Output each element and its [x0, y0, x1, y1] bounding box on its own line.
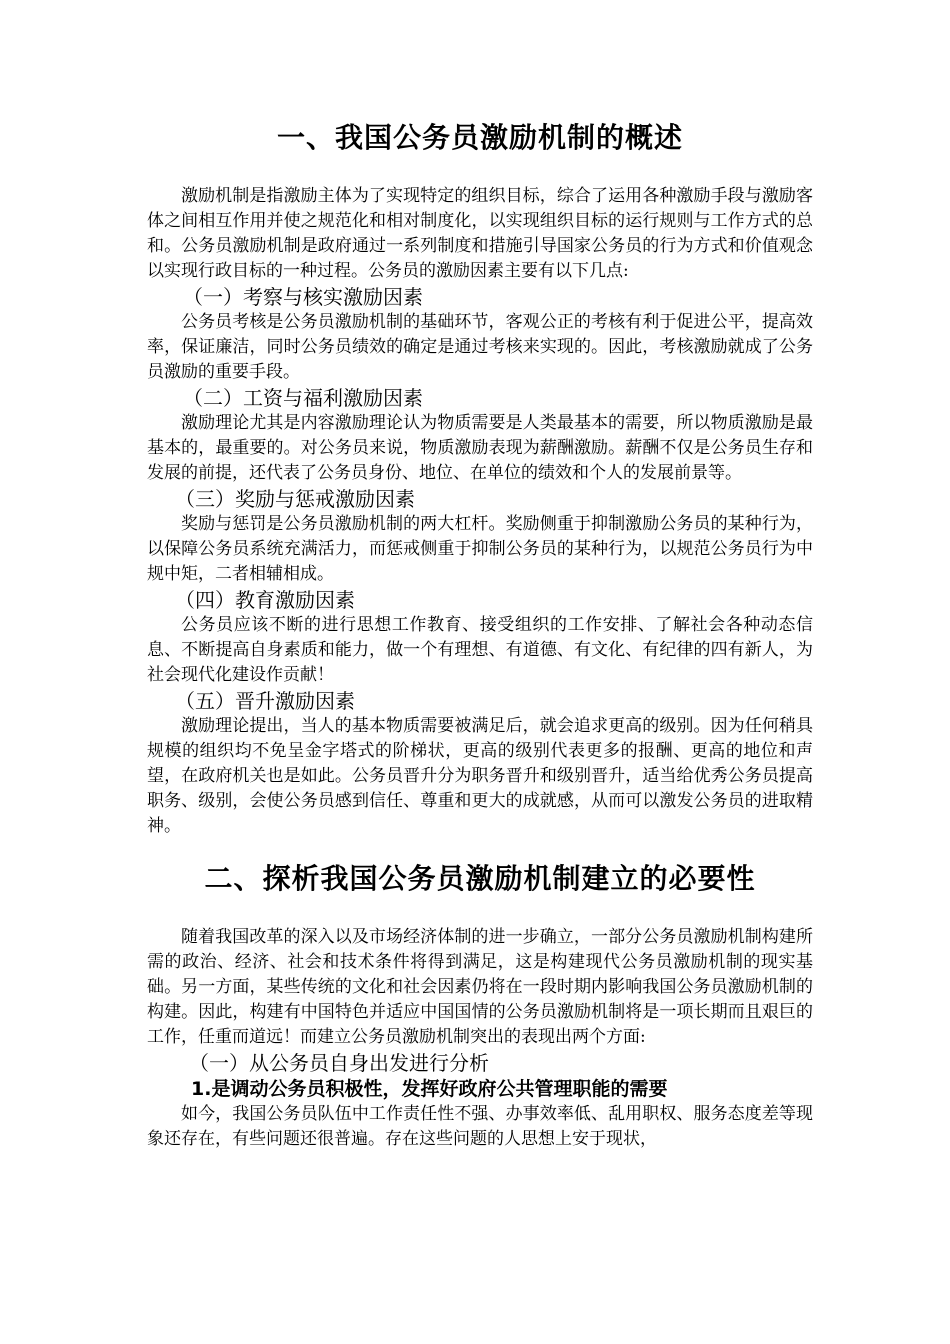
section1-title: 一、我国公务员激励机制的概述 — [276, 121, 683, 154]
section2-point-heading: 1.是调动公务员积极性，发挥好政府公共管理职能的需要 — [191, 1078, 668, 1100]
subsection-heading-4: （四）教育激励因素 — [175, 588, 355, 612]
subsection-heading-1: （一）考察与核实激励因素 — [183, 285, 423, 309]
subsection-heading-3: （三）奖励与惩戒激励因素 — [175, 487, 415, 511]
section2-title: 二、探析我国公务员激励机制建立的必要性 — [204, 862, 756, 895]
section2-intro: 随着我国改革的深入以及市场经济体制的进一步确立，一部分公务员激励机制构建所需的政治、经济、社会和技术条件将得到满足，这是构建现代公务员激励机制的现实基础。另一方面，某些传统的文化和社会因素仍将在一段时期内影响我国公务员激励机制的构建。因此，构建有中国特色并适应中国国情的公务员激励机制将是一项长期而且艰巨的工作，任重而道远！而建立公务员激励机制突出的表现出两个方面: — [147, 927, 813, 1047]
subsection-text-5: 激励理论提出，当人的基本物质需要被满足后，就会追求更高的级别。因为任何稍具规模的组织均不免呈金字塔式的阶梯状，更高的级别代表更多的报酬、更高的地位和声望，在政府机关也是如此。公务员晋升分为职务晋升和级别晋升，适当给优秀公务员提高职务、级别，会使公务员感到信任、尊重和更大的成就感，从而可以激发公务员的进取精神。 — [147, 716, 813, 836]
subsection-heading-5: （五）晋升激励因素 — [175, 689, 355, 713]
section2-subheading: （一）从公务员自身出发进行分析 — [189, 1051, 489, 1075]
subsection-text-3: 奖励与惩罚是公务员激励机制的两大杠杆。奖励侧重于抑制激励公务员的某种行为，以保障公务员系统充满活力，而惩戒侧重于抑制公务员的某种行为，以规范公务员行为中规中矩，二者相辅相成。 — [147, 514, 813, 584]
section2-point-text: 如今，我国公务员队伍中工作责任性不强、办事效率低、乱用职权、服务态度差等现象还存在，有些问题还很普遍。存在这些问题的人思想上安于现状， — [147, 1104, 813, 1149]
subsection-text-4: 公务员应该不断的进行思想工作教育、接受组织的工作安排、了解社会各种动态信息、不断提高自身素质和能力，做一个有理想、有道德、有文化、有纪律的四有新人，为社会现代化建设作贡献！ — [147, 615, 813, 685]
document-content — [147, 120, 813, 1152]
subsection-text-1: 公务员考核是公务员激励机制的基础环节，客观公正的考核有利于促进公平，提高效率，保证廉洁，同时公务员绩效的确定是通过考核来实现的。因此，考核激励就成了公务员激励的重要手段。 — [147, 312, 813, 382]
subsection-heading-2: （二）工资与福利激励因素 — [183, 386, 423, 410]
subsection-text-2: 激励理论尤其是内容激励理论认为物质需要是人类最基本的需要，所以物质激励是最基本的，最重要的。对公务员来说，物质激励表现为薪酬激励。薪酬不仅是公务员生存和发展的前提，还代表了公务员身份、地位、在单位的绩效和个人的发展前景等。 — [147, 413, 813, 483]
section1-intro: 激励机制是指激励主体为了实现特定的组织目标，综合了运用各种激励手段与激励客体之间相互作用并使之规范化和相对制度化，以实现组织目标的运行规则与工作方式的总和。公务员激励机制是政府通过一系列制度和措施引导国家公务员的行为方式和价值观念以实现行政目标的一种过程。公务员的激励因素主要有以下几点: — [147, 186, 813, 281]
